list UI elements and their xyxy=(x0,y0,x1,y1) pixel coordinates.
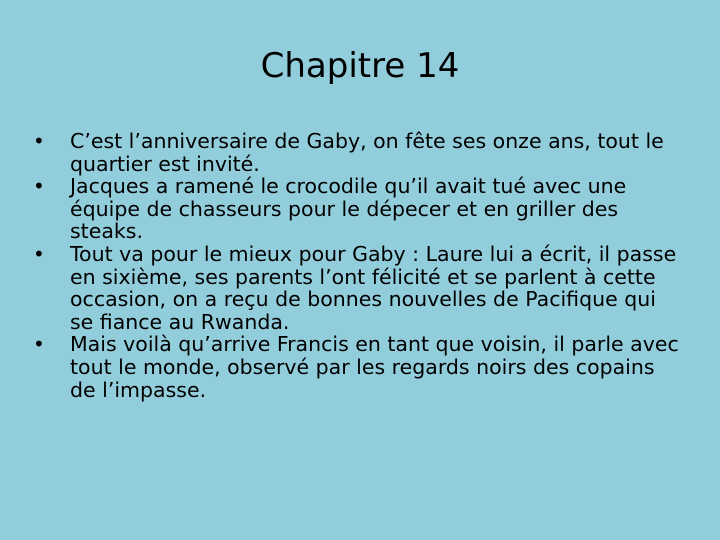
bullet-text: C’est l’anniversaire de Gaby, on fête ses onze ans, tout le quartier est invité. xyxy=(70,129,664,176)
bullet-text: Tout va pour le mieux pour Gaby : Laure lui a écrit, il passe en sixième, ses parents l’ont félicité et se parlent à cette occasion, on a reçu de bonnes nouvelles de Pacifique qui se fiance au Rwanda. xyxy=(70,241,677,334)
bullet-item xyxy=(33,333,683,401)
bullet-text: Jacques a ramené le crocodile qu’il avait tué avec une équipe de chasseurs pour le dépecer et en griller des steaks. xyxy=(70,174,627,244)
bullet-text: Mais voilà qu’arrive Francis en tant que voisin, il parle avec tout le monde, observé par les regards noirs des copains de l’impasse. xyxy=(70,332,679,402)
bullet-list xyxy=(33,130,683,401)
slide-title: Chapitre 14 xyxy=(260,46,460,86)
bullet-item xyxy=(33,243,683,333)
bullet-icon: • xyxy=(33,174,45,199)
bullet-item xyxy=(33,175,683,243)
bullet-icon: • xyxy=(33,241,45,266)
bullet-item xyxy=(33,130,683,175)
bullet-icon: • xyxy=(33,332,45,357)
bullet-icon: • xyxy=(33,129,45,153)
